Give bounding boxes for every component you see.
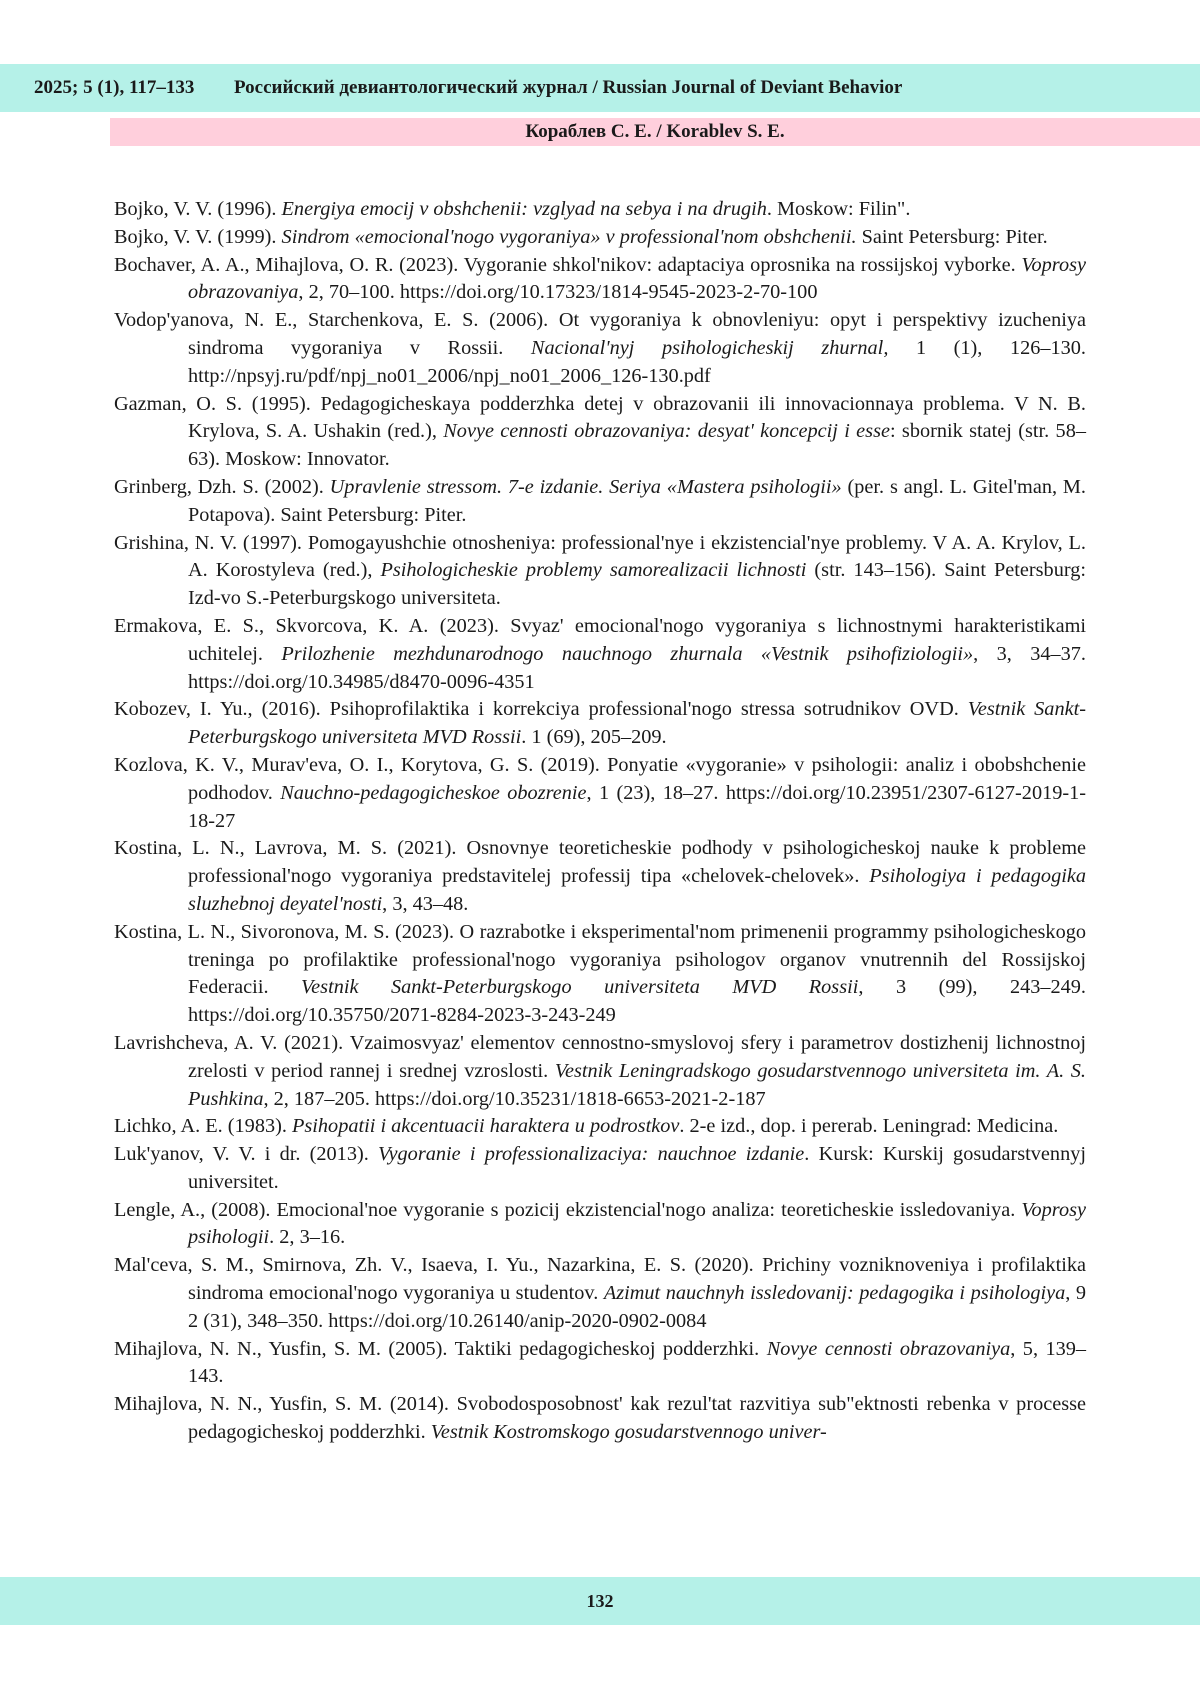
reference-item [114, 196, 1086, 224]
reference-details: . 1 (69), 205–209. [521, 726, 667, 749]
reference-source: Azimut nauchnyh issledovanij: pedagogika i psihologiya [603, 1282, 1066, 1305]
reference-text: Kobozev, I. Yu., (2016). Psihoprofilaktika i korrekciya professional'nogo stressa sotrudnikov OVD. [114, 698, 968, 721]
author-header: Кораблев С. Е. / Korablev S. E. [110, 118, 1200, 146]
reference-source: Vestnik Sankt-Peterburgskogo universiteta MVD Rossii [301, 976, 859, 999]
reference-source: Prilozhenie mezhdunarodnogo nauchnogo zhurnala «Vestnik psihofiziologii» [281, 642, 974, 665]
reference-details: , 1 (23), 18–27. https://doi.org/10.23951/2307-6127-2019-1-18-27 [188, 781, 1087, 832]
reference-item [114, 224, 1086, 252]
reference-text: Lavrishcheva, A. V. (2021). Vzaimosvyaz' elementov cennostno-smyslovoj sfery i parametrov dostizhenij lichnostnoj zrelosti v period rannej i srednej vzroslosti. [114, 1031, 1086, 1082]
page-footer [0, 1577, 1200, 1625]
reference-details: , 5, 139–143. [188, 1337, 1087, 1388]
reference-source: Nacional'nyj psihologicheskij zhurnal, [530, 336, 889, 359]
reference-item [114, 474, 1086, 530]
reference-source: Nauchno-pedagogicheskoe obozrenie [280, 781, 587, 804]
reference-details: . 2-e izd., dop. i pererab. Leningrad: Medicina. [679, 1115, 1059, 1138]
reference-source: Vygoranie i professionalizaciya: nauchnoe izdanie [378, 1143, 805, 1166]
reference-details: : sbornik statej (str. 58–63). Moskow: Innovator. [188, 420, 1086, 471]
reference-item [114, 696, 1086, 752]
reference-details: , 2, 187–205. https://doi.org/10.35231/1818-6653-2021-2-187 [263, 1087, 766, 1110]
reference-text: Bojko, V. V. (1999). [114, 225, 282, 248]
reference-source: Vestnik Leningradskogo gosudarstvennogo universiteta im. A. S. Pushkina [188, 1059, 1087, 1110]
reference-source: Energiya emocij v obshchenii: vzglyad na sebya i na drugih [281, 198, 767, 220]
reference-text: Mihajlova, N. N., Yusfin, S. M. (2005). Taktiki pedagogicheskoj podderzhki. [114, 1337, 767, 1360]
running-header [0, 64, 1200, 112]
reference-text: Grinberg, Dzh. S. (2002). [114, 475, 330, 498]
reference-item [114, 1030, 1086, 1113]
reference-details: , 9 2 (31), 348–350. https://doi.org/10.26140/anip-2020-0902-0084 [188, 1282, 1086, 1332]
reference-source: Upravlenie stressom. 7-e izdanie. Seriya «Mastera psihologii» [329, 475, 842, 498]
page-number: 132 [586, 1590, 614, 1611]
reference-item [114, 252, 1086, 308]
reference-text: Lengle, A., (2008). Emocional'noe vygoranie s pozicij ekzistencial'nogo analiza: teoreticheskie issledovaniya. [114, 1198, 1022, 1221]
reference-source: Vestnik Kostromskogo gosudarstvennogo univer- [430, 1421, 827, 1444]
reference-item [114, 752, 1086, 835]
reference-details: , 3, 34–37. https://doi.org/10.34985/d8470-0096-4351 [188, 642, 1086, 693]
reference-details: , 3 (99), 243–249. https://doi.org/10.35750/2071-8284-2023-3-243-249 [188, 976, 1087, 1027]
reference-text: Bojko, V. V. (1996). [114, 198, 282, 220]
reference-item [114, 530, 1086, 613]
reference-text: Gazman, O. S. (1995). Pedagogicheskaya podderzhka detej v obrazovanii ili innovacionnaya problema. V N. B. Krylova, S. A. Ushakin (red.), [114, 392, 1086, 443]
reference-source: Novye cennosti obrazovaniya [766, 1337, 1011, 1360]
reference-item [114, 1252, 1086, 1335]
reference-details: , 3, 43–48. [382, 892, 469, 915]
reference-item [114, 1141, 1086, 1197]
reference-details: , 2, 70–100. https://doi.org/10.17323/1814-9545-2023-2-70-100 [298, 281, 818, 304]
reference-item [114, 1391, 1086, 1447]
reference-item [114, 307, 1086, 390]
reference-source: Sindrom «emocional'nogo vygoraniya» v professional'nom obshchenii. [281, 225, 857, 248]
reference-text: Mal'ceva, S. M., Smirnova, Zh. V., Isaeva, I. Yu., Nazarkina, E. S. (2020). Prichiny vozniknoveniya i profilaktika sindroma emocional'nogo vygoraniya u studentov. [114, 1254, 1086, 1305]
reference-text: Kostina, L. N., Sivoronova, M. S. (2023). O razrabotke i eksperimental'nom primenenii programmy psihologicheskogo treninga po profilaktike professional'nogo vygoraniya psihologov organov vnutrennih del Rossijskoj Federacii. [114, 920, 1086, 999]
reference-details: . Kursk: Kurskij gosudarstvennyj universitet. [188, 1143, 1086, 1193]
reference-source: Psihopatii i akcentuacii haraktera u podrostkov [292, 1115, 680, 1138]
reference-text: Vodop'yanova, N. E., Starchenkova, E. S. (2006). Ot vygoraniya k obnovleniyu: opyt i perspektivy izucheniya sindroma vygoraniya v Rossii. [114, 309, 1086, 359]
reference-item [114, 1113, 1086, 1141]
reference-source: Novye cennosti obrazovaniya: desyat' koncepcij i esse [443, 420, 890, 443]
reference-text: Luk'yanov, V. V. i dr. (2013). [114, 1143, 379, 1166]
reference-details: Saint Petersburg: Piter. [856, 225, 1048, 248]
reference-details: . Moskow: Filin". [766, 198, 911, 220]
reference-source: Psihologicheskie problemy samorealizacii lichnosti [380, 559, 807, 582]
reference-source: Psihologiya i pedagogika sluzhebnoj deyatel'nosti [188, 865, 1086, 915]
reference-text: Kostina, L. N., Lavrova, M. S. (2021). Osnovnye teoreticheskie podhody v psihologicheskoj nauke k probleme professional'nogo vygoraniya predstavitelej professij tipa «chelovek-chelovek». [114, 837, 1086, 888]
reference-text: Kozlova, K. V., Murav'eva, O. I., Korytova, G. S. (2019). Ponyatie «vygoranie» v psihologii: analiz i obobshchenie podhodov. [114, 753, 1086, 804]
issue-info: 2025; 5 (1), 117–133 [34, 77, 195, 98]
reference-item [114, 1197, 1086, 1253]
reference-item [114, 1336, 1086, 1392]
reference-item [114, 391, 1086, 474]
reference-item [114, 613, 1086, 696]
reference-details: (str. 143–156). Saint Petersburg: Izd-vo S.-Peterburgskogo universiteta. [188, 559, 1087, 610]
reference-text: Bochaver, A. A., Mihajlova, O. R. (2023). Vygoranie shkol'nikov: adaptaciya oprosnika na rossijskoj vyborke. [114, 253, 1022, 276]
reference-list [114, 196, 1086, 1447]
reference-details: (per. s angl. L. Gitel'man, M. Potapova). Saint Petersburg: Piter. [188, 475, 1086, 526]
journal-title: Российский девиантологический журнал / Russian Journal of Deviant Behavior [234, 77, 903, 98]
reference-source: Voprosy psihologii [188, 1198, 1086, 1249]
reference-source: Vestnik Sankt-Peterburgskogo universiteta MVD Rossii [188, 698, 1086, 749]
reference-text: Lichko, A. E. (1983). [114, 1115, 292, 1138]
reference-text: Mihajlova, N. N., Yusfin, S. M. (2014). Svobodosposobnost' kak rezul'tat razvitiya sub"ektnosti rebenka v processe pedagogicheskoj podderzhki. [114, 1393, 1086, 1444]
reference-text: Ermakova, E. S., Skvorcova, K. A. (2023). Svyaz' emocional'nogo vygoraniya s lichnostnymi harakteristikami uchitelej. [114, 614, 1086, 665]
reference-item [114, 835, 1086, 918]
reference-text: Grishina, N. V. (1997). Pomogayushchie otnosheniya: professional'nye i ekzistencial'nye problemy. V A. A. Krylov, L. A. Korostyleva (red.), [114, 531, 1086, 582]
reference-details: . 2, 3–16. [269, 1226, 346, 1249]
reference-source: Voprosy obrazovaniya [188, 253, 1086, 304]
reference-item [114, 919, 1086, 1030]
reference-details: 1 (1), 126–130. http://npsyj.ru/pdf/npj_no01_2006/npj_no01_2006_126-130.pdf [188, 336, 1086, 387]
